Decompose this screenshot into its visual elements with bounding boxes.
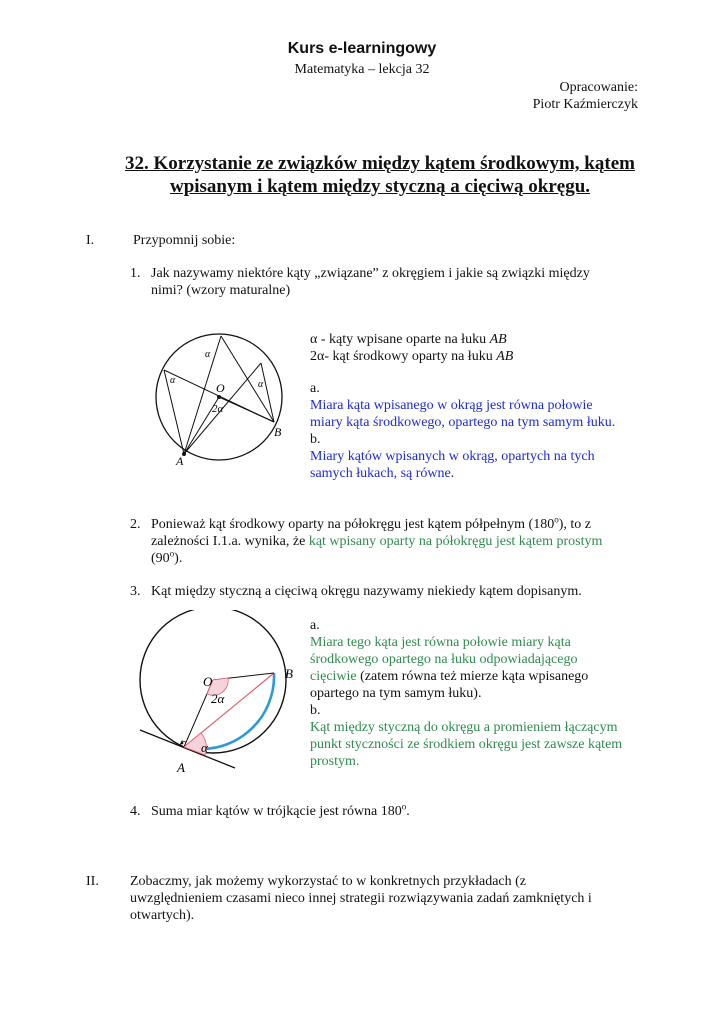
item-1-a-line-1: Miara kąta wpisanego w okrąg jest równa połowie [310, 398, 593, 413]
item-1-b-line-2-text: samych łukach, są równe [310, 466, 451, 481]
section-2-line-1: Zobaczmy, jak możemy wykorzystać to w konkretnych przykładach (z [130, 874, 526, 889]
def-2alpha [310, 348, 640, 365]
def-2alpha-text: - kąt środkowy oparty na łuku [324, 349, 497, 364]
item-2-line-1 [151, 516, 641, 533]
item-2-p1: Ponieważ kąt środkowy oparty na półokręgu jest kątem półpełnym (180 [151, 517, 555, 532]
alpha-label-top: α [205, 349, 211, 360]
alpha-symbol: α [310, 332, 318, 347]
course-title: Kurs e-learningowy [287, 40, 437, 57]
item-1-question [151, 265, 631, 299]
page-title [100, 152, 660, 198]
section-1-numeral: I. [86, 233, 95, 248]
two-alpha-label-2: 2α [211, 691, 225, 706]
item-3-number: 3. [130, 584, 141, 599]
lesson-subtitle: Matematyka – lekcja 32 [294, 62, 430, 77]
item-2-p3-end: ). [174, 551, 183, 566]
author-name: Piotr Kaźmierczyk [532, 97, 638, 112]
def-2alpha-arc: AB [496, 349, 514, 364]
item-2-p3-sup: o [169, 548, 175, 559]
alpha-label-2: α [201, 740, 208, 755]
item-3-explanation [310, 617, 650, 770]
center-label-o: O [216, 381, 225, 395]
item-2-line-3 [151, 550, 641, 567]
item-2-p1-sup: o [554, 514, 559, 525]
right-angle-dot [181, 742, 184, 745]
item-1-line-2: nimi? (wzory maturalne) [151, 283, 291, 298]
item-1-a-label: a. [310, 381, 320, 396]
point-b-label-2: B [285, 666, 293, 681]
item-2-p1-end: ), to z [558, 517, 591, 532]
author-block [533, 79, 638, 113]
item-3-line: Kąt między styczną a cięciwą okręgu nazywamy niekiedy kątem dopisanym. [151, 584, 582, 599]
item-4-sup: o [401, 801, 407, 812]
item-2-p3: (90 [151, 551, 170, 566]
item-3-a-line-3-green: cięciwie [310, 669, 357, 684]
two-alpha-symbol: 2α [310, 349, 325, 364]
center-label-o-2: O [203, 674, 213, 689]
item-4-end: . [406, 804, 410, 819]
item-3-b-line-3: prostym. [310, 754, 360, 769]
item-3-a-label: a. [310, 618, 320, 633]
title-line-2: wpisanym i kątem między styczną a cięciwą okręgu. [169, 176, 591, 197]
point-b-label: B [274, 425, 282, 439]
tangent-chord-figure [135, 610, 305, 780]
item-1-b-end: . [450, 466, 455, 481]
item-4-main: Suma miar kątów w trójkącie jest równa 180 [151, 804, 402, 819]
section-2-text [130, 873, 650, 924]
item-1-b-label: b. [310, 432, 321, 447]
item-3-b-label: b. [310, 703, 321, 718]
section-2-line-3: otwartych). [130, 908, 195, 923]
center-point [217, 395, 221, 399]
item-2-number: 2. [130, 517, 141, 532]
def-alpha-text: - kąty wpisane oparte na łuku [317, 332, 490, 347]
item-3-a-line-3-black: (zatem równa też mierze kąta wpisanego [356, 669, 589, 684]
item-1-number: 1. [130, 266, 141, 281]
item-3-a-line-2: środkowego opartego na łuku odpowiadającego [310, 652, 578, 667]
item-4-number: 4. [130, 804, 141, 819]
inscribed-angle-figure [140, 325, 300, 485]
item-1-a-line-2: miary kąta środkowego, opartego na tym samym łuku. [310, 415, 616, 430]
section-1-heading: Przypomnij sobie: [133, 233, 236, 248]
section-2-numeral: II. [86, 874, 99, 889]
two-alpha-label: 2α [212, 403, 224, 415]
title-line-1: 32. Korzystanie ze związków między kątem środkowym, kątem [125, 153, 635, 174]
item-4-text [151, 803, 410, 820]
item-3-b-line-2: punkt styczności ze środkiem okręgu jest zawsze kątem [310, 737, 623, 752]
item-3-a-line-1: Miara tego kąta jest równa połowie miary kąta [310, 635, 571, 650]
item-1-b-line-2 [310, 465, 640, 482]
tangent-line [140, 730, 235, 768]
item-3-b-line-1: Kąt między styczną do okręgu a promieniem łączącym [310, 720, 618, 735]
def-alpha-arc: AB [489, 332, 507, 347]
item-3-a-line-4: opartego na tym samym łuku). [310, 686, 482, 701]
point-a-label-2: A [177, 760, 185, 775]
item-1-line-1: Jak nazywamy niektóre kąty „związane” z okręgiem i jakie są związki między [151, 266, 590, 281]
alpha-label-right: α [258, 379, 264, 390]
item-2-p2-green: kąt wpisany oparty na półokręgu jest kątem prostym [308, 534, 603, 549]
item-2-p2: zależności I.1.a. wynika, że [151, 534, 309, 549]
section-2-line-2: uwzględnieniem czasami nieco innej strategii rozwiązywania zadań zamkniętych i [130, 891, 592, 906]
alpha-label-left: α [170, 375, 176, 386]
item-3-a-line-3 [310, 668, 650, 685]
item-1-definitions [310, 331, 640, 482]
item-2-text [151, 516, 641, 567]
item-2-line-2 [151, 533, 641, 550]
author-label: Opracowanie: [559, 80, 638, 95]
def-alpha [310, 331, 640, 348]
point-a-label: A [176, 454, 184, 468]
item-1-b-line-1: Miary kątów wpisanych w okrąg, opartych na tych [310, 449, 595, 464]
